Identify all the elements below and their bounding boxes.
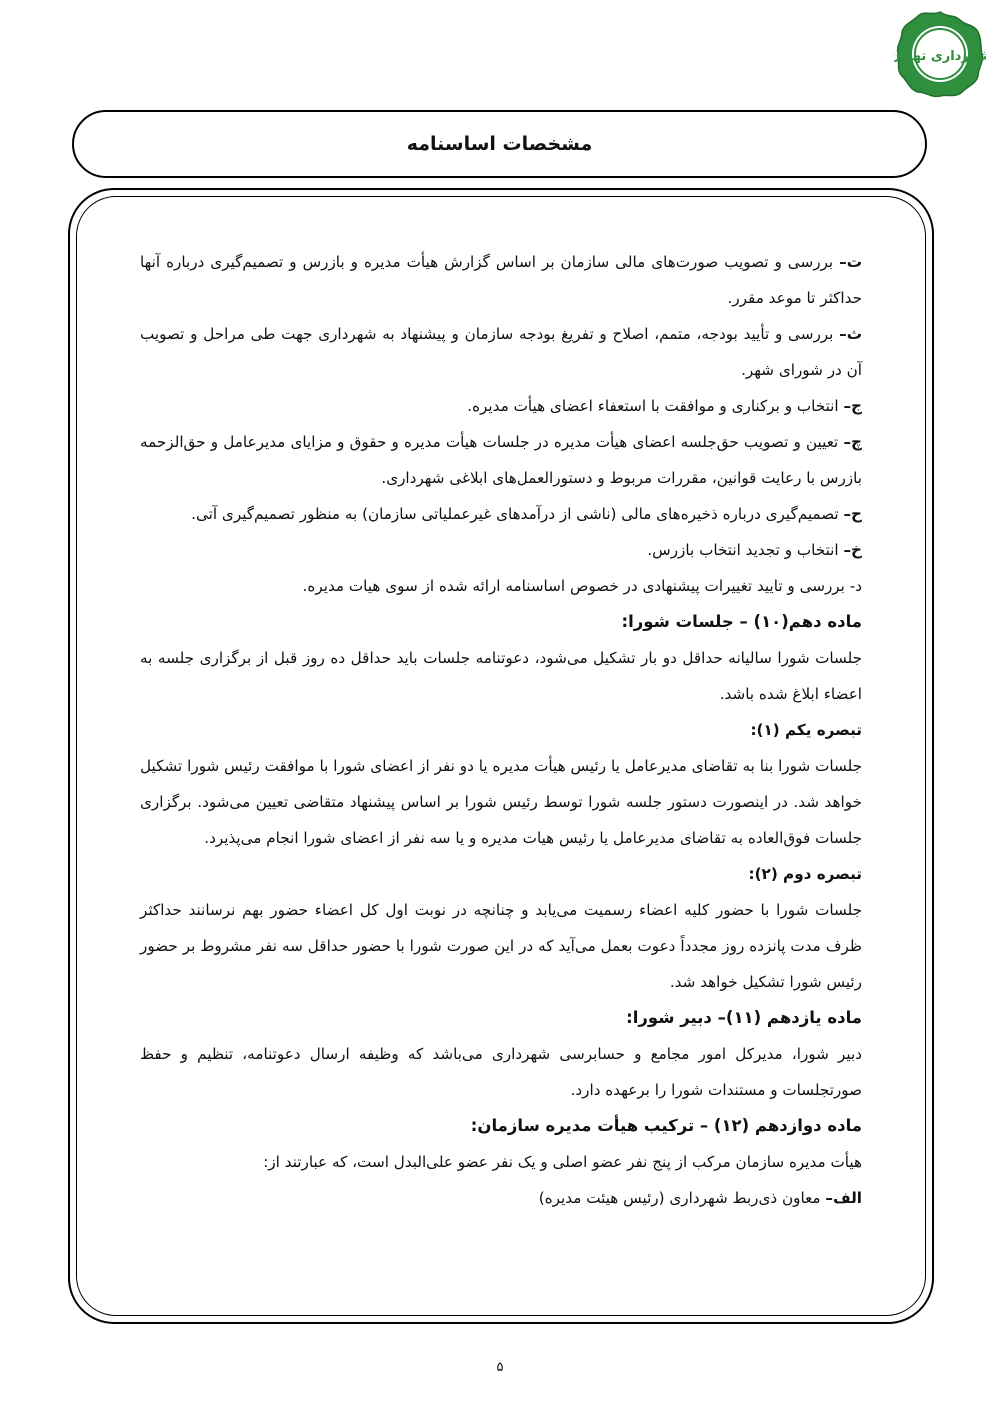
article-10-note-2-text: جلسات شورا با حضور کلیه اعضاء رسمیت می‌یابد و چنانچه در نوبت اول کل اعضاء حضور بهم نرسانند حداکثر ظرف مدت پانزده روز مجدداً دعوت بعمل می‌آید که در این صورت شورا با حضور حداقل سه نفر مشروط بر حضور رئیس شورا تشکیل خواهد شد. <box>140 901 862 991</box>
article-12-item-alef <box>140 1180 862 1216</box>
article-11-text: دبیر شورا، مدیرکل امور مجامع و حسابرسی شهرداری می‌باشد که وظیفه ارسال دعوتنامه، تنظیم و حفظ صورتجلسات و مستندات شورا را برعهده دارد. <box>140 1045 862 1099</box>
article-10-note-1-text: جلسات شورا بنا به تقاضای مدیرعامل یا رئیس هیأت مدیره یا دو نفر از اعضای شورا با موافقت رئیس شورا تشکیل خواهد شد. در اینصورت دستور جلسه شورا توسط رئیس شورا بر اساس پیشنهاد متقاضی تعیین می‌شود. برگزاری جلسات فوق‌العاده به تقاضای مدیرعامل یا رئیس هیات مدیره و یا سه نفر از اعضای شورا انجام می‌پذیرد. <box>140 757 862 847</box>
article-10-text: جلسات شورا سالیانه حداقل دو بار تشکیل می‌شود، دعوتنامه جلسات باید حداقل ده روز قبل از برگزاری جلسه به اعضاء ابلاغ شده باشد. <box>140 649 862 703</box>
article-11-heading: ماده یازدهم (۱۱)– دبیر شورا: <box>626 1008 862 1027</box>
clause-se <box>140 316 862 388</box>
article-10-note-2-heading: تبصره دوم (۲): <box>748 865 862 883</box>
clause-text: بررسی و تأیید بودجه، متمم، اصلاح و تفریغ بودجه سازمان و پیشنهاد به شهرداری جهت طی مراحل و تصویب آن در شورای شهر. <box>140 325 862 379</box>
article-12-text: هیأت مدیره سازمان مرکب از پنج نفر عضو اصلی و یک نفر عضو علی‌البدل است، که عبارتند از: <box>263 1153 862 1171</box>
clause-label: الف– <box>825 1189 862 1207</box>
clause-label: ت– <box>839 253 862 271</box>
article-10-note-1-heading: تبصره یکم (۱): <box>750 721 862 739</box>
article-10-heading: ماده دهم(۱۰) – جلسات شورا: <box>621 612 862 631</box>
logo-text: شهرداری تهران <box>894 49 986 64</box>
clause-text: انتخاب و برکناری و موافقت با استعفاء اعضای هیأت مدیره. <box>467 397 844 415</box>
clause-label: ح– <box>843 505 862 523</box>
title-box <box>72 110 927 178</box>
clause-text: بررسی و تصویب صورت‌های مالی سازمان بر اساس گزارش هیأت مدیره و بازرس و تصمیم‌گیری درباره آنها حداکثر تا موعد مقرر. <box>140 253 862 307</box>
clause-dal: د- بررسی و تایید تغییرات پیشنهادی در خصوص اساسنامه ارائه شده از سوی هیات مدیره. <box>302 577 862 595</box>
clause-label: ث– <box>839 325 862 343</box>
clause-text: تصمیم‌گیری درباره ذخیره‌های مالی (ناشی از درآمدهای غیرعملیاتی سازمان) به منظور تصمیم‌گیری آتی. <box>191 505 844 523</box>
clause-label: چ– <box>843 433 862 451</box>
page-title: مشخصات اساسنامه <box>406 133 593 155</box>
clause-label: خ– <box>843 541 862 559</box>
tehran-municipality-emblem-icon <box>894 8 986 100</box>
clause-khe <box>140 532 862 568</box>
clause-label: ج– <box>843 397 862 415</box>
document-body <box>140 244 862 1216</box>
page-number: ۵ <box>496 1360 504 1375</box>
clause-text: انتخاب و تجدید انتخاب بازرس. <box>647 541 844 559</box>
clause-he <box>140 496 862 532</box>
article-12-heading: ماده دوازدهم (۱۲) – ترکیب هیأت مدیره سازمان: <box>470 1116 862 1135</box>
clause-che <box>140 424 862 496</box>
tehran-municipality-logo <box>894 8 986 100</box>
clause-te <box>140 244 862 316</box>
clause-text: معاون ذی‌ربط شهرداری (رئیس هیئت مدیره) <box>538 1189 826 1207</box>
clause-text: تعیین و تصویب حق‌جلسه اعضای هیأت مدیره در جلسات هیأت مدیره و حقوق و مزایای مدیرعامل و حق‌الزحمه بازرس با رعایت قوانین، مقررات مربوط و دستورالعمل‌های ابلاغی شهرداری. <box>140 433 862 487</box>
clause-jim <box>140 388 862 424</box>
